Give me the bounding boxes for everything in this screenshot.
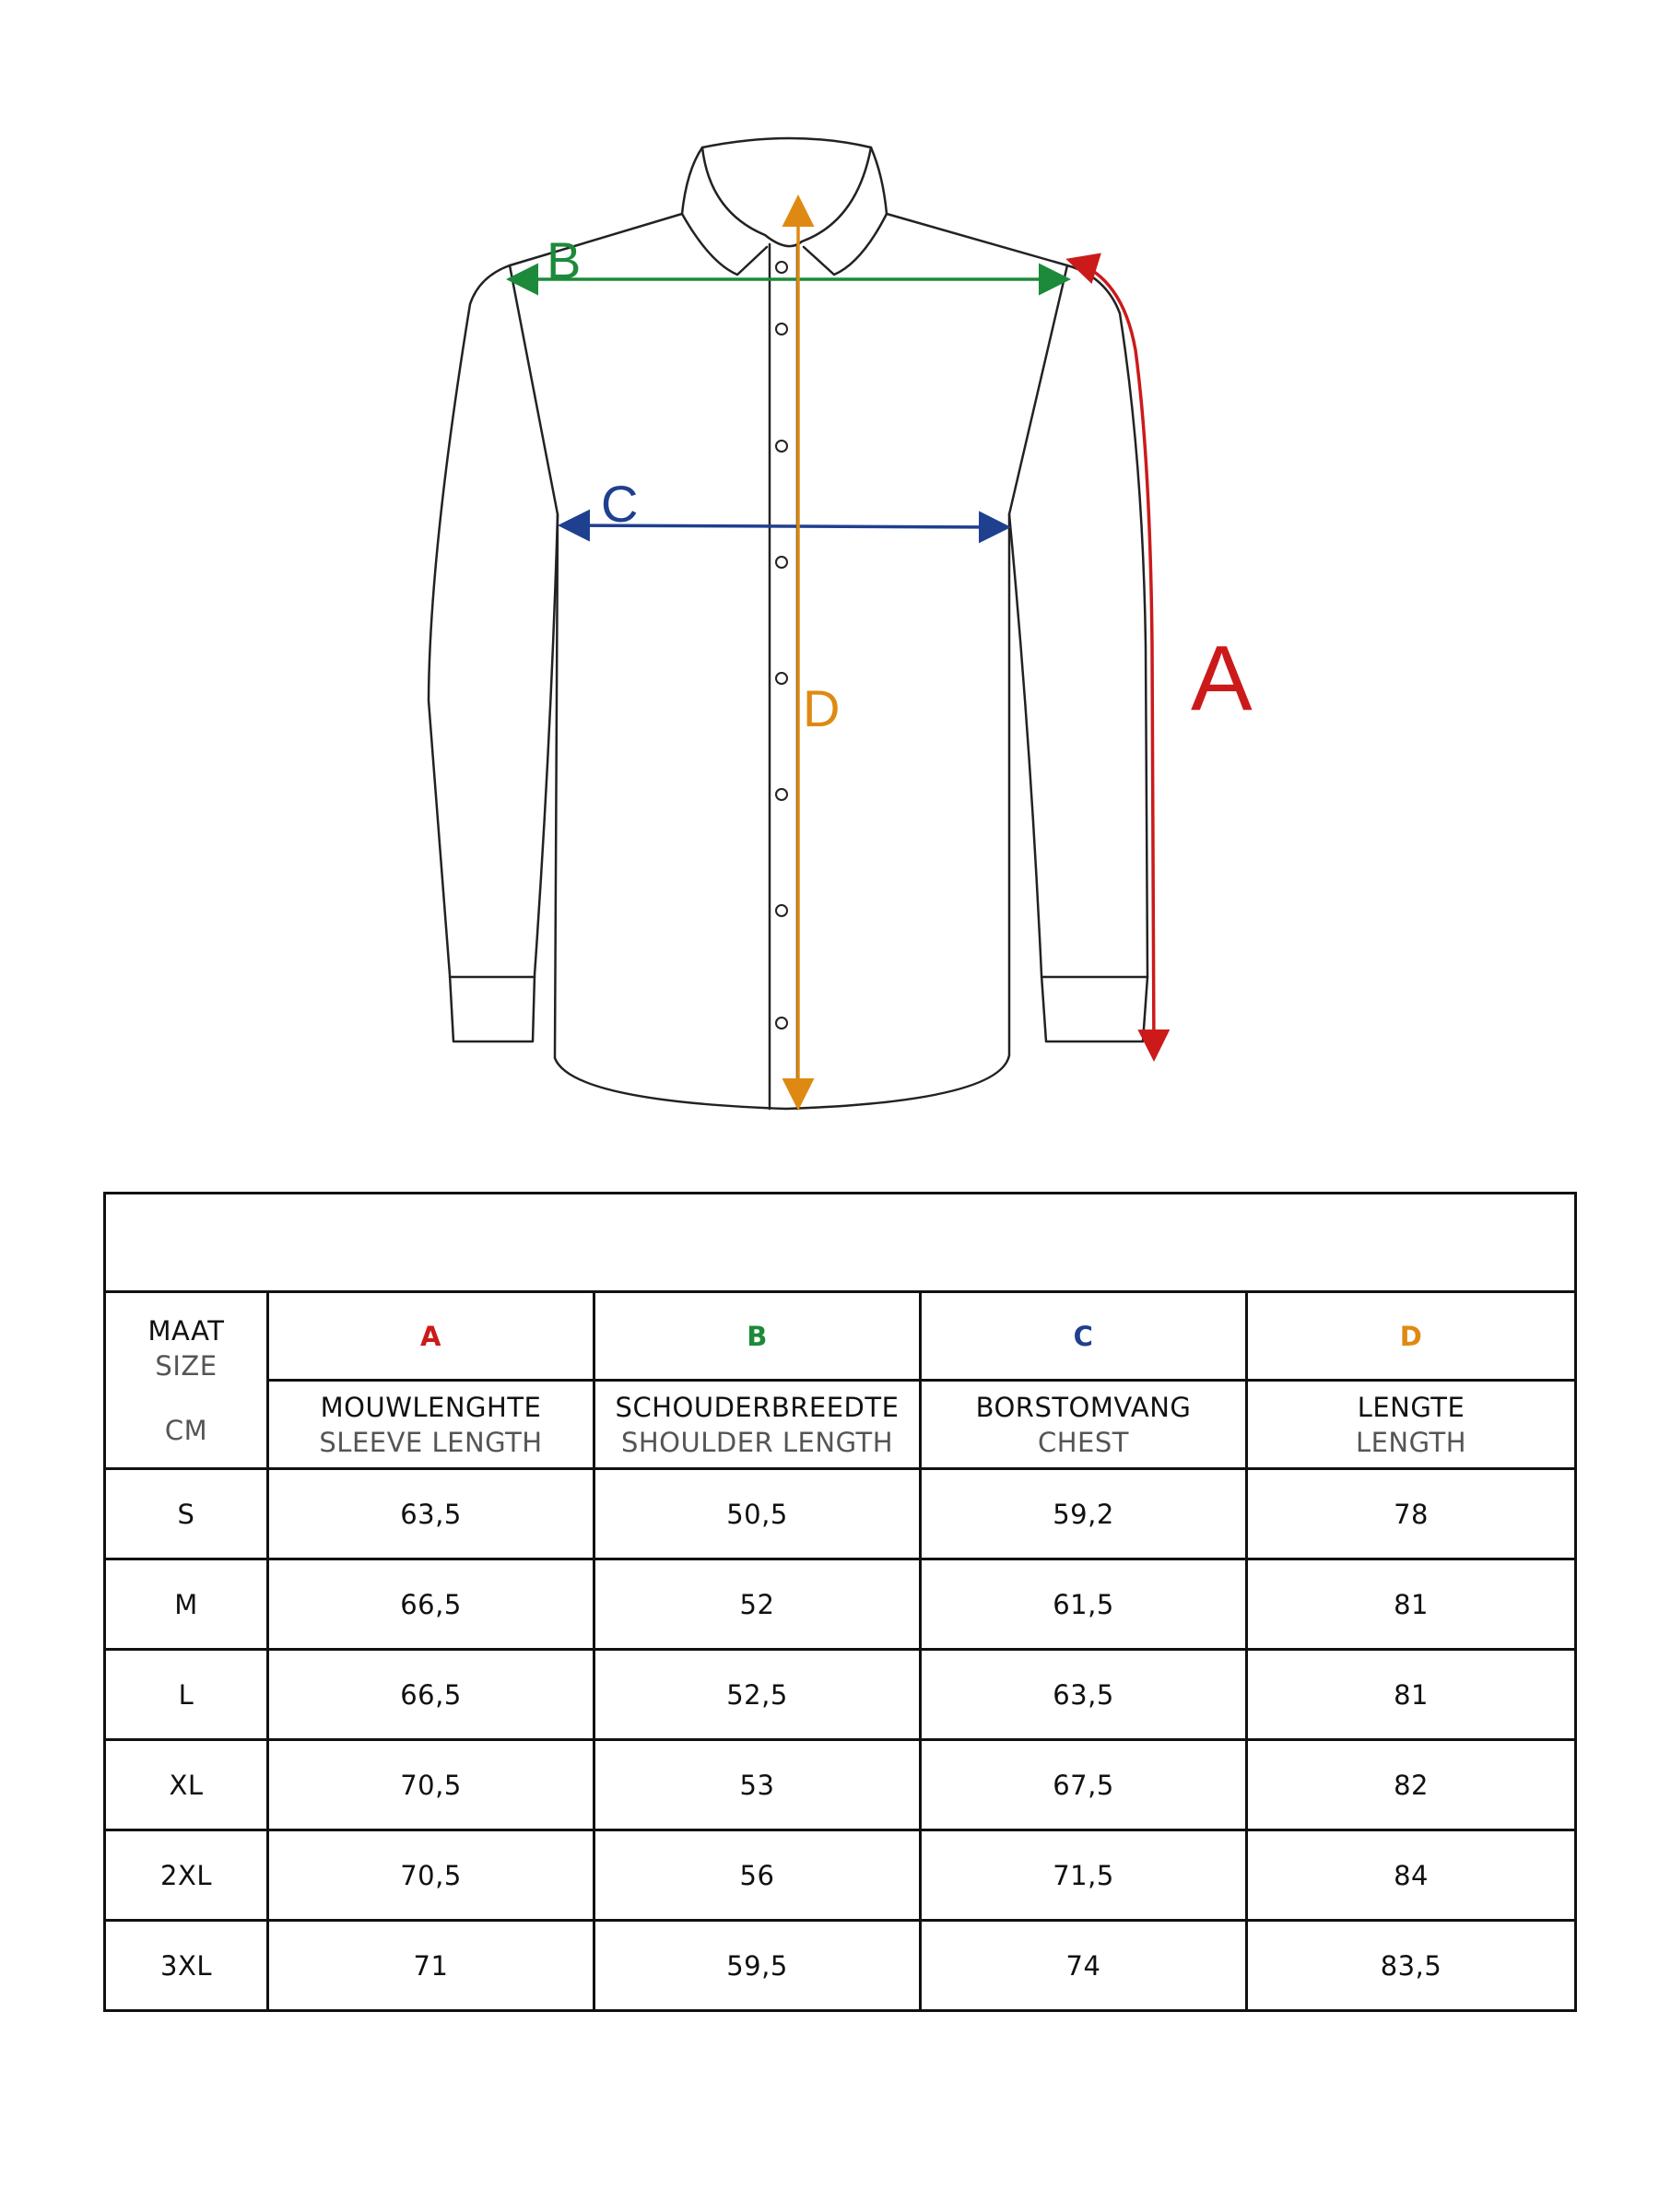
table-title-cell <box>105 1194 1576 1292</box>
value-cell-A: 70,5 <box>268 1740 594 1830</box>
collar-band <box>682 138 887 214</box>
value-cell-A: 70,5 <box>268 1830 594 1921</box>
table-title-row <box>105 1194 1576 1292</box>
diagram-label-D: D <box>803 679 841 737</box>
column-header-en: SLEEVE LENGTH <box>319 1426 543 1458</box>
value-cell-B: 53 <box>594 1740 921 1830</box>
right-sleeve <box>1009 265 1147 1041</box>
column-header-nl: MOUWLENGHTE <box>320 1391 542 1423</box>
column-header-en: SHOULDER LENGTH <box>620 1426 894 1458</box>
button <box>776 324 787 335</box>
value-cell-D: 78 <box>1247 1469 1576 1559</box>
column-header-en: CHEST <box>1037 1426 1129 1458</box>
diagram-label-A: A <box>1191 627 1253 730</box>
column-header-C <box>921 1381 1247 1469</box>
value-cell-C: 59,2 <box>921 1469 1247 1559</box>
value-cell-C: 74 <box>921 1921 1247 2011</box>
value-cell-B: 59,5 <box>594 1921 921 2011</box>
diagram-label-C: C <box>601 475 639 533</box>
column-header-nl: LENGTE <box>1357 1391 1465 1423</box>
collar-right-point <box>804 214 887 275</box>
button <box>776 905 787 916</box>
collar-inner <box>702 147 871 246</box>
value-cell-D: 82 <box>1247 1740 1576 1830</box>
button <box>776 441 787 452</box>
measure-arrow-A <box>1072 261 1154 1055</box>
shirt-buttons <box>776 262 787 1029</box>
unit-label: CM <box>164 1414 208 1446</box>
table-row <box>105 1740 1576 1830</box>
column-header-nl: BORSTOMVANG <box>975 1391 1192 1423</box>
value-cell-A: 63,5 <box>268 1469 594 1559</box>
value-cell-C: 61,5 <box>921 1559 1247 1650</box>
left-shoulder-line <box>510 214 682 265</box>
size-table <box>103 1192 1577 2012</box>
size-header-en: SIZE <box>155 1349 218 1382</box>
table-row <box>105 1559 1576 1650</box>
button <box>776 1018 787 1029</box>
column-letter-B: B <box>594 1292 921 1381</box>
column-letter-A: A <box>268 1292 594 1381</box>
value-cell-B: 50,5 <box>594 1469 921 1559</box>
button <box>776 789 787 800</box>
value-cell-D: 84 <box>1247 1830 1576 1921</box>
column-header-A <box>268 1381 594 1469</box>
value-cell-B: 56 <box>594 1830 921 1921</box>
diagram-label-B: B <box>547 231 582 289</box>
size-cell: XL <box>105 1740 268 1830</box>
value-cell-B: 52 <box>594 1559 921 1650</box>
value-cell-B: 52,5 <box>594 1650 921 1740</box>
value-cell-D: 83,5 <box>1247 1921 1576 2011</box>
table-row <box>105 1830 1576 1921</box>
column-letter-C: C <box>921 1292 1247 1381</box>
value-cell-C: 71,5 <box>921 1830 1247 1921</box>
column-header-nl: SCHOUDERBREEDTE <box>615 1391 900 1423</box>
value-cell-A: 66,5 <box>268 1559 594 1650</box>
value-cell-A: 71 <box>268 1921 594 2011</box>
value-cell-C: 67,5 <box>921 1740 1247 1830</box>
size-cell: 3XL <box>105 1921 268 2011</box>
right-shoulder-line <box>887 214 1067 265</box>
table-row <box>105 1469 1576 1559</box>
value-cell-C: 63,5 <box>921 1650 1247 1740</box>
collar-left-point <box>682 214 767 275</box>
left-sleeve <box>429 265 558 1041</box>
table-letter-row <box>105 1292 1576 1381</box>
value-cell-A: 66,5 <box>268 1650 594 1740</box>
size-cell: L <box>105 1650 268 1740</box>
size-cell: S <box>105 1469 268 1559</box>
size-header-nl: MAAT <box>147 1314 225 1347</box>
shirt-body <box>510 265 1067 1109</box>
column-letter-D: D <box>1247 1292 1576 1381</box>
value-cell-D: 81 <box>1247 1559 1576 1650</box>
size-cell: M <box>105 1559 268 1650</box>
column-header-B <box>594 1381 921 1469</box>
button <box>776 673 787 684</box>
table-row <box>105 1921 1576 2011</box>
button <box>776 557 787 568</box>
table-row <box>105 1650 1576 1740</box>
size-header-cell <box>105 1292 268 1469</box>
button <box>776 262 787 273</box>
column-header-en: LENGTH <box>1355 1426 1467 1458</box>
column-header-D <box>1247 1381 1576 1469</box>
size-cell: 2XL <box>105 1830 268 1921</box>
table-label-row <box>105 1381 1576 1469</box>
value-cell-D: 81 <box>1247 1650 1576 1740</box>
shirt-outline <box>429 138 1147 1109</box>
